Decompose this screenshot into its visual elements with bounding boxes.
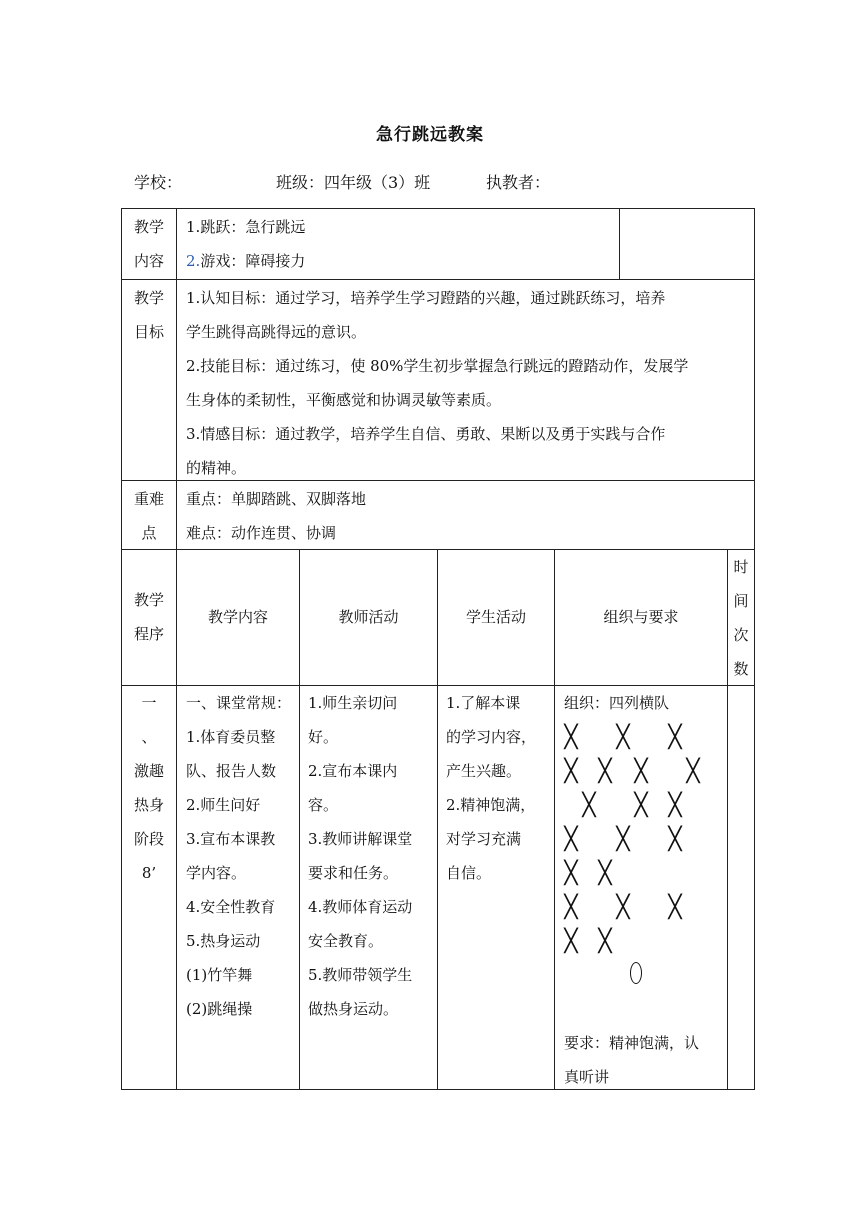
header-content: 教学内容: [207, 608, 268, 626]
formation-cross: ╳: [634, 759, 648, 784]
formation-cross: ╳: [634, 793, 648, 818]
stage-teacher: 1.师生亲切问 好。 2.宣布本课内 容。 3.教师讲解课堂 要求和任务。 4.教师体育运动 安全教育。 5.教师带领学生 做热身运动。: [308, 694, 413, 1018]
difficulty-text: 重点：单脚踏跳、双脚落地 难点：动作连贯、协调: [186, 490, 367, 542]
difficulty-label: 重难 点: [133, 490, 164, 542]
stage-content: 一、课堂常规： 1.体育委员整 队、报告人数 2.师生问好 3.宣布本课教 学内容。 4.安全性教育 5.热身运动 (1)竹竿舞 (2)跳绳操: [186, 694, 292, 1018]
formation-cross: ╳: [564, 725, 578, 750]
formation-cross: ╳: [564, 929, 578, 954]
formation-cross: ╳: [668, 827, 682, 852]
formation-cross: ╳: [668, 725, 682, 750]
content-item: 2.游戏：障碍接力: [186, 252, 306, 270]
lesson-table: [121, 208, 755, 1090]
formation-cross: ╳: [616, 895, 630, 920]
formation-cross: ╳: [686, 759, 700, 784]
content-items: [186, 210, 606, 278]
formation-cross: ╳: [564, 827, 578, 852]
org-title: 组织：四列横队: [564, 694, 670, 712]
header-student: 学生活动: [465, 608, 526, 626]
meta-class: 班级：四年级（3）班: [276, 173, 431, 192]
header-time: 时 间 次 数: [733, 558, 749, 678]
content-item: 1.跳跃：急行跳远: [186, 218, 306, 236]
content-label: 教学 内容: [133, 218, 164, 270]
teacher-position-oval: [630, 962, 642, 984]
goals-label: 教学 目标: [133, 289, 164, 341]
header-procedure: 教学 程序: [133, 591, 164, 643]
meta-teacher: 执教者：: [486, 173, 551, 192]
org-requirement: 要求：精神饱满，认 真听讲: [564, 1034, 700, 1086]
goals-text: 1.认知目标：通过学习，培养学生学习蹬踏的兴趣，通过跳跃练习，培养 学生跳得高跳得远的意识。 2.技能目标：通过练习，使 80%学生初步掌握急行跳远的蹬踏动作，发展学 生身体的柔韧性，平衡感觉和协调灵敏等素质。 3.情感目标：通过教学，培养学生自信、勇敢、果断以及勇于实践与合作 的精神。: [186, 289, 689, 477]
header-org: 组织与要求: [603, 608, 679, 626]
formation-cross: ╳: [616, 827, 630, 852]
formation-cross: ╳: [616, 725, 630, 750]
formation-cross: ╳: [582, 793, 596, 818]
formation-cross: ╳: [598, 929, 612, 954]
formation-cross: ╳: [668, 793, 682, 818]
formation-cross: ╳: [598, 759, 612, 784]
formation-cross: ╳: [564, 759, 578, 784]
meta-school: 学校：: [134, 173, 183, 192]
formation-cross: ╳: [598, 861, 612, 886]
stage-student: 1.了解本课 的学习内容， 产生兴趣。 2.精神饱满， 对学习充满 自信。: [446, 694, 537, 882]
page-title: 急行跳远教案: [376, 125, 484, 145]
header-teacher: 教师活动: [338, 608, 399, 626]
stage-label: 一 、 激趣 热身 阶段 8’: [133, 694, 164, 882]
formation-cross: ╳: [564, 861, 578, 886]
formation-cross: ╳: [668, 895, 682, 920]
formation-cross: ╳: [564, 895, 578, 920]
